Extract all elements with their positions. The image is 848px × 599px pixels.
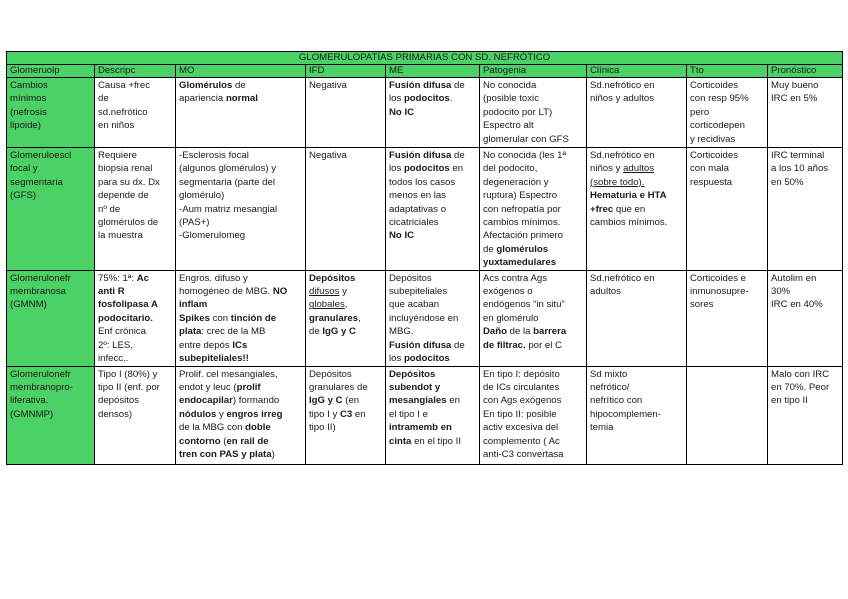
- cell-line: en niños: [98, 120, 135, 132]
- row-name-line: (GMNMP): [10, 408, 54, 420]
- cell-line: de filtrac. por el C: [483, 339, 562, 351]
- cell-line: en 70%. Peor: [771, 381, 830, 393]
- bold-text: normal: [225, 93, 258, 105]
- cell-line: IRC en 5%: [771, 93, 818, 105]
- cell-line: 75%: 1ª: Ac: [98, 272, 150, 284]
- bold-text: Fusión difusa: [389, 150, 452, 161]
- cell-line: [590, 176, 683, 189]
- cell-line: Corticoides e: [690, 272, 746, 284]
- cell-line: del podocito,: [483, 163, 538, 175]
- cell-line: Sd.nefrótico en: [590, 80, 655, 91]
- cell-line: para su dx. Dx: [98, 176, 160, 188]
- cell-line: ruptura) Espectro: [483, 190, 558, 202]
- cell-line: Fusión difusa de: [389, 80, 465, 91]
- cell-line: En tipo I: depósito: [483, 368, 560, 380]
- cell-line: a los 10 años: [771, 163, 829, 175]
- table-title: GLOMERULOPATÍAS PRIMARIAS CON SD. NEFRÓTICO: [7, 52, 843, 65]
- cell-line: podocito por LT): [483, 106, 553, 118]
- cell-line: -Glomerulomeg: [179, 230, 246, 242]
- cell-line: con mala: [690, 163, 729, 175]
- cell-line: tren con PAS y plata): [179, 448, 275, 460]
- electron-microscopy-cell: [386, 366, 480, 464]
- cell-line: [98, 285, 172, 298]
- cell-line: con nefropatía por: [483, 203, 561, 215]
- row-name-line: membranosa: [10, 286, 66, 298]
- cell-line: sores: [690, 299, 714, 311]
- cell-line: Autolim en: [771, 272, 817, 284]
- electron-microscopy-cell: [386, 270, 480, 366]
- cell-line: subepiteliales: [389, 286, 448, 298]
- cell-line: [179, 298, 302, 311]
- cell-line: Enf crónica: [98, 326, 146, 338]
- bold-text: podocitos: [403, 93, 450, 105]
- bold-text: plata: [179, 326, 202, 338]
- cell-line: Depósitos: [309, 368, 352, 380]
- bold-text: No IC: [389, 230, 415, 242]
- bold-text: glomérulos: [496, 243, 549, 255]
- cell-line: Espectro alt: [483, 120, 534, 132]
- treatment-cell: [687, 78, 768, 148]
- cell-line: nefrítico con: [590, 395, 643, 407]
- electron-microscopy-cell: [386, 78, 480, 148]
- cell-line: con resp 95%: [690, 93, 749, 105]
- cell-line: nódulos y engros irreg: [179, 408, 283, 420]
- cell-line: endocapilar) formando: [179, 395, 280, 407]
- cell-line: IgG y C (en: [309, 395, 360, 407]
- cell-line: de IgG y C: [309, 326, 356, 338]
- table-row: [7, 148, 843, 271]
- cell-line: biopsia renal: [98, 163, 153, 175]
- cell-line: Depósitos: [389, 272, 432, 284]
- bold-text: contorno: [179, 435, 221, 447]
- cell-line: Afectación primero: [483, 230, 563, 242]
- light-microscopy-cell: [176, 366, 306, 464]
- cell-line: [590, 189, 683, 202]
- row-name-cell: [7, 148, 95, 271]
- description-cell: [95, 148, 176, 271]
- bold-text: tinción de: [230, 312, 277, 324]
- row-name-cell: [7, 366, 95, 464]
- cell-line: niños y adultos: [590, 163, 655, 175]
- bold-text: subepiteliales!!: [179, 353, 249, 365]
- cell-line: que acaban: [389, 299, 440, 311]
- cell-line: [389, 368, 476, 381]
- table-body: [7, 78, 843, 465]
- cell-line: Sd.nefrótico en: [590, 272, 655, 284]
- cell-line: degeneración y: [483, 176, 549, 188]
- bold-text: NO: [272, 286, 288, 298]
- immunofluorescence-cell: [306, 78, 386, 148]
- bold-text: intramemb en: [389, 422, 452, 434]
- row-name-cell: [7, 270, 95, 366]
- header-treatment: Tto: [687, 65, 768, 78]
- bold-text: Daño: [483, 326, 507, 338]
- row-name-line: focal y: [10, 163, 38, 175]
- glomerulopathy-table: [6, 51, 843, 465]
- underlined-text: globales: [309, 299, 345, 311]
- bold-text: prolif: [236, 381, 261, 393]
- cell-line: Causa +frec: [98, 80, 150, 91]
- header-light-microscopy: MO: [176, 65, 306, 78]
- cell-line: exógenos o: [483, 286, 533, 298]
- bold-text: nódulos: [179, 408, 217, 420]
- cell-line: depende de: [98, 190, 149, 202]
- cell-line: -Aum matriz mesangial: [179, 203, 278, 215]
- bold-text: Hematuria e HTA: [590, 190, 667, 202]
- cell-line: Negativa: [309, 80, 347, 91]
- cell-line: endot y leuc (prolif: [179, 381, 261, 393]
- cell-line: Tipo I (80%) y: [98, 368, 158, 380]
- bold-text: No IC: [389, 106, 415, 118]
- cell-line: cinta en el tipo II: [389, 435, 462, 447]
- cell-line: en 50%: [771, 176, 804, 188]
- cell-line: complemento ( Ac: [483, 435, 560, 447]
- cell-line: el tipo I e: [389, 408, 428, 420]
- cell-line: Corticoides: [690, 80, 738, 91]
- header-immunofluorescence: IFD: [306, 65, 386, 78]
- bold-text: podocitario.: [98, 312, 153, 324]
- cell-line: (posible toxic: [483, 93, 539, 105]
- cell-line: 30%: [771, 286, 791, 298]
- cell-line: hipocomplemen-: [590, 408, 661, 420]
- underlined-text: difusos: [309, 286, 340, 298]
- light-microscopy-cell: [176, 148, 306, 271]
- cell-line: temia: [590, 422, 614, 434]
- cell-line: -Esclerosis focal: [179, 150, 249, 161]
- cell-line: en glomérulo: [483, 312, 539, 324]
- underlined-text: adultos: [623, 163, 655, 175]
- description-cell: [95, 366, 176, 464]
- cell-line: menos en las: [389, 190, 447, 202]
- bold-text: cinta: [389, 435, 412, 447]
- cell-line: [389, 106, 476, 119]
- cell-line: glomérulo): [179, 190, 225, 202]
- row-name-line: mínimos: [10, 93, 47, 105]
- underlined-text: (sobre todo).: [590, 176, 645, 188]
- cell-line: apariencia normal: [179, 93, 258, 105]
- header-glomerulopathy: Glomeruolp: [7, 65, 95, 78]
- pathogenesis-cell: [480, 366, 587, 464]
- clinical-cell: [587, 366, 687, 464]
- cell-line: [483, 256, 583, 269]
- cell-line: densos): [98, 408, 133, 420]
- cell-line: cambios mínimos.: [590, 217, 668, 229]
- bold-text: +frec: [590, 203, 614, 215]
- cell-line: tipo II): [309, 422, 336, 434]
- bold-text: tren con PAS y plata: [179, 448, 272, 460]
- cell-line: la muestra: [98, 230, 143, 242]
- cell-line: [690, 368, 764, 381]
- bold-text: inflam: [179, 299, 208, 311]
- header-clinical: Clínica: [587, 65, 687, 78]
- cell-line: plata: crec de la MB: [179, 326, 266, 338]
- bold-text: doble: [245, 422, 271, 434]
- bold-text: anti R: [98, 286, 125, 298]
- cell-line: nefrótico/: [590, 381, 630, 393]
- cell-line: respuesta: [690, 176, 733, 188]
- cell-line: Glomérulos de: [179, 80, 246, 91]
- pathogenesis-cell: [480, 148, 587, 271]
- cell-line: Spikes con tinción de: [179, 312, 277, 324]
- row-name-line: (GMNM): [10, 299, 47, 311]
- cell-line: Negativa: [309, 150, 347, 161]
- cell-line: Fusión difusa de: [389, 339, 465, 351]
- cell-line: de glomérulos: [483, 243, 549, 255]
- cell-line: nº de: [98, 203, 121, 215]
- description-cell: [95, 78, 176, 148]
- cell-line: Fusión difusa de: [389, 150, 465, 161]
- bold-text: engros irreg: [226, 408, 283, 420]
- row-name-line: segmentaria: [10, 176, 63, 188]
- bold-text: yuxtamedulares: [483, 257, 557, 269]
- cell-line: mesangiales en: [389, 395, 460, 407]
- table-row: [7, 270, 843, 366]
- clinical-cell: [587, 148, 687, 271]
- cell-line: los podocitos en: [389, 163, 464, 175]
- cell-line: infecc..: [98, 353, 129, 365]
- cell-line: [389, 381, 476, 394]
- cell-line: Malo con IRC: [771, 368, 830, 380]
- bold-text: subendot y: [389, 381, 441, 393]
- cell-line: Sd.nefrótico en: [590, 150, 655, 161]
- cell-line: adultos: [590, 286, 621, 298]
- cell-line: [98, 312, 172, 325]
- cell-line: glomerular con GFS: [483, 133, 569, 145]
- row-name-line: Cambios: [10, 80, 48, 91]
- bold-text: ICs: [232, 339, 248, 351]
- light-microscopy-cell: [176, 78, 306, 148]
- cell-line: MBG.: [389, 326, 414, 338]
- row-name-line: (GFS): [10, 190, 37, 202]
- clinical-cell: [587, 270, 687, 366]
- immunofluorescence-cell: [306, 270, 386, 366]
- cell-line: con Ags exógenos: [483, 395, 562, 407]
- bold-text: Fusión difusa: [389, 339, 452, 351]
- cell-line: sd.nefrótico: [98, 106, 148, 118]
- cell-line: Engros. difuso y: [179, 272, 248, 284]
- electron-microscopy-cell: [386, 148, 480, 271]
- cell-line: entre depós ICs: [179, 339, 248, 351]
- pathogenesis-cell: [480, 78, 587, 148]
- cell-line: pero: [690, 106, 710, 118]
- bold-text: IgG y C: [309, 395, 343, 407]
- bold-text: granulares: [309, 312, 359, 324]
- immunofluorescence-cell: [306, 366, 386, 464]
- cell-line: de: [98, 93, 109, 105]
- cell-line: endógenos “in situ”: [483, 299, 565, 311]
- bold-text: fosfolipasa A: [98, 299, 158, 311]
- immunofluorescence-cell: [306, 148, 386, 271]
- cell-line: [179, 352, 302, 365]
- bold-text: de filtrac.: [483, 339, 526, 351]
- bold-text: Depósitos: [309, 272, 356, 284]
- bold-text: Spikes: [179, 312, 210, 324]
- bold-text: Ac: [136, 272, 150, 284]
- bold-text: Fusión difusa: [389, 80, 452, 91]
- row-name-line: membranopro-: [10, 381, 73, 393]
- header-pathogenesis: Patogenia: [480, 65, 587, 78]
- cell-line: corticodepen: [690, 120, 745, 132]
- cell-line: Sd mixto: [590, 368, 628, 380]
- cell-line: en tipo II: [771, 395, 808, 407]
- cell-line: de ICs circulantes: [483, 381, 560, 393]
- bold-text: en rail de: [226, 435, 269, 447]
- header-description: Descripc: [95, 65, 176, 78]
- cell-line: difusos y: [309, 286, 347, 298]
- bold-text: C3: [339, 408, 353, 420]
- bold-text: Glomérulos: [179, 80, 233, 91]
- cell-line: 2º: LES,: [98, 339, 133, 351]
- row-name-line: (nefrosis: [10, 106, 47, 118]
- table-row: [7, 78, 843, 148]
- cell-line: los podocitos.: [389, 93, 453, 105]
- cell-line: segmentaria (parte del: [179, 176, 275, 188]
- cell-line: anti-C3 convertasa: [483, 448, 564, 460]
- cell-line: tipo II (enf. por: [98, 381, 160, 393]
- cell-line: [98, 298, 172, 311]
- cell-line: niños y adultos: [590, 93, 654, 105]
- cell-line: inmunosupre-: [690, 286, 749, 298]
- cell-line: globales,: [309, 299, 348, 311]
- bold-text: Depósitos: [389, 368, 436, 380]
- description-cell: [95, 270, 176, 366]
- treatment-cell: [687, 270, 768, 366]
- cell-line: Requiere: [98, 150, 137, 161]
- cell-line: Daño de la barrera: [483, 326, 567, 338]
- header-electron-microscopy: ME: [386, 65, 480, 78]
- bold-text: endocapilar: [179, 395, 233, 407]
- document-page: [6, 51, 842, 465]
- cell-line: depósitos: [98, 395, 140, 407]
- cell-line: homogéneo de MBG. NO: [179, 286, 288, 298]
- cell-line: granulares de: [309, 381, 368, 393]
- cell-line: incluyéndose en: [389, 312, 459, 324]
- cell-line: adaptativas o: [389, 203, 447, 215]
- treatment-cell: [687, 148, 768, 271]
- cell-line: tipo I y C3 en: [309, 408, 366, 420]
- cell-line: No conocida (les 1ª: [483, 150, 567, 161]
- cell-line: IRC terminal: [771, 150, 825, 161]
- cell-line: [309, 272, 382, 285]
- cell-line: [389, 421, 476, 434]
- light-microscopy-cell: [176, 270, 306, 366]
- cell-line: los podocitos: [389, 353, 450, 365]
- cell-line: En tipo II: posible: [483, 408, 557, 420]
- cell-line: activ excesiva del: [483, 422, 559, 434]
- cell-line: No conocida: [483, 80, 537, 91]
- cell-line: de la MBG con doble: [179, 422, 271, 434]
- row-name-line: liferativa.: [10, 395, 49, 407]
- row-name-line: Glomeruloescl: [10, 150, 72, 161]
- cell-line: cambios mínimos.: [483, 217, 561, 229]
- row-name-line: Glomerulonefr: [10, 368, 71, 380]
- bold-text: IgG y C: [322, 326, 356, 338]
- bold-text: podocitos: [403, 353, 450, 365]
- cell-line: +frec que en: [590, 203, 646, 215]
- cell-line: cicatriciales: [389, 217, 439, 229]
- pathogenesis-cell: [480, 270, 587, 366]
- prognosis-cell: [768, 78, 843, 148]
- cell-line: Acs contra Ags: [483, 272, 547, 284]
- cell-line: (algunos glomérulos) y: [179, 163, 277, 175]
- bold-text: mesangiales: [389, 395, 447, 407]
- row-name-cell: [7, 78, 95, 148]
- cell-line: granulares,: [309, 312, 361, 324]
- prognosis-cell: [768, 366, 843, 464]
- cell-line: contorno (en rail de: [179, 435, 269, 447]
- clinical-cell: [587, 78, 687, 148]
- table-row: [7, 366, 843, 464]
- cell-line: [389, 229, 476, 242]
- prognosis-cell: [768, 270, 843, 366]
- cell-line: todos los casos: [389, 176, 456, 188]
- cell-line: Corticoides: [690, 150, 738, 161]
- cell-line: (PAS+): [179, 217, 210, 229]
- cell-line: IRC en 40%: [771, 299, 823, 311]
- cell-line: Muy bueno: [771, 80, 819, 91]
- prognosis-cell: [768, 148, 843, 271]
- cell-line: glomérulos de: [98, 217, 159, 229]
- row-name-line: lipoide): [10, 120, 41, 132]
- row-name-line: Glomerulonefr: [10, 272, 71, 284]
- cell-line: Prolif. cel mesangiales,: [179, 368, 278, 380]
- header-prognosis: Pronóstico: [768, 65, 843, 78]
- treatment-cell: [687, 366, 768, 464]
- bold-text: podocitos: [403, 163, 450, 175]
- cell-line: y recidivas: [690, 133, 736, 145]
- bold-text: barrera: [533, 326, 567, 338]
